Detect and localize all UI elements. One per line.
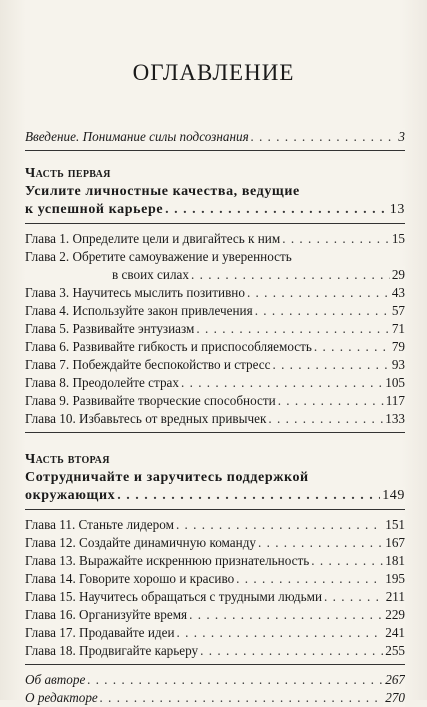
toc-entry-text: Глава 17. Продавайте идеи: [25, 625, 175, 640]
toc-entry[interactable]: [25, 374, 405, 392]
part-title: Усилите личностные качества, ведущие: [25, 184, 300, 199]
leader-dots: [258, 534, 383, 552]
leader-dots: [189, 606, 383, 624]
table-of-contents: [25, 128, 405, 707]
toc-entry-page: 181: [385, 553, 405, 568]
toc-entry-page: 43: [391, 285, 405, 300]
toc-entry[interactable]: [25, 552, 405, 570]
toc-entry[interactable]: [25, 534, 405, 552]
toc-entry-page: 133: [385, 411, 405, 426]
leader-dots: [177, 624, 384, 642]
toc-entry-text: Глава 10. Избавьтесь от вредных привычек: [25, 411, 267, 426]
toc-entry[interactable]: [25, 671, 405, 689]
toc-entry-page: 270: [385, 690, 405, 705]
divider: [25, 664, 405, 665]
part-title-line: к успешной карьере: [25, 202, 164, 217]
toc-entry[interactable]: [25, 588, 405, 606]
toc-entry-part1[interactable]: [25, 201, 405, 219]
leader-dots: [268, 410, 383, 428]
toc-entry-page: 229: [385, 607, 405, 622]
toc-entry-page: 241: [385, 625, 405, 640]
toc-entry-text: Глава 8. Преодолейте страх: [25, 375, 179, 390]
part-label: Часть вторая: [25, 452, 110, 467]
toc-entry[interactable]: [25, 570, 405, 588]
toc-entry[interactable]: [25, 689, 405, 707]
toc-entry-text: Глава 13. Выражайте искреннюю признательность: [25, 553, 310, 568]
leader-dots: [255, 302, 390, 320]
part1-chapter-list: [25, 230, 405, 428]
toc-entry-text-line: Глава 2. Обретите самоуважение и уверенность: [25, 249, 292, 264]
toc-entry[interactable]: [25, 516, 405, 534]
leader-dots: [251, 128, 397, 146]
toc-entry[interactable]: [25, 302, 405, 320]
toc-entry[interactable]: [25, 230, 405, 248]
leader-dots: [236, 570, 383, 588]
toc-entry[interactable]: [25, 606, 405, 624]
part-title: Сотрудничайте и заручитесь поддержкой: [25, 470, 309, 485]
toc-entry-page: 117: [385, 393, 405, 408]
leader-dots: [117, 487, 380, 505]
toc-entry[interactable]: [25, 284, 405, 302]
toc-entry-text: Глава 18. Продвигайте карьеру: [25, 643, 199, 658]
toc-entry-page: 71: [391, 321, 405, 336]
toc-entry-text: Глава 11. Станьте лидером: [25, 517, 174, 532]
toc-entry-page: 149: [382, 488, 405, 503]
toc-entry-page: 151: [385, 517, 405, 532]
toc-entry-page: 57: [391, 303, 405, 318]
toc-entry-text: Глава 9. Развивайте творческие способности: [25, 393, 276, 408]
toc-entry-page: 13: [389, 202, 405, 217]
toc-entry-page: 255: [385, 643, 405, 658]
toc-entry[interactable]: [25, 338, 405, 356]
toc-entry-text: О редакторе: [25, 690, 98, 705]
leader-dots: [314, 338, 390, 356]
leader-dots: [196, 320, 389, 338]
toc-entry-text: Глава 4. Используйте закон привлечения: [25, 303, 253, 318]
toc-entry[interactable]: [25, 356, 405, 374]
toc-entry-page: 267: [385, 672, 405, 687]
leader-dots: [282, 230, 390, 248]
toc-entry-intro[interactable]: [25, 128, 405, 146]
leader-dots: [165, 201, 388, 219]
toc-entry[interactable]: [25, 392, 405, 410]
toc-entry-text: Глава 14. Говорите хорошо и красиво: [25, 571, 235, 586]
part-title-line: окружающих: [25, 488, 116, 503]
leader-dots: [278, 392, 384, 410]
toc-entry-text: Введение. Понимание силы подсознания: [25, 129, 249, 144]
outro-list: [25, 671, 405, 707]
toc-entry-page: 195: [385, 571, 405, 586]
leader-dots: [247, 284, 390, 302]
toc-entry-text: Глава 1. Определите цели и двигайтесь к ним: [25, 231, 281, 246]
toc-entry-text: Глава 15. Научитесь обращаться с трудными людьми: [25, 589, 323, 604]
toc-entry-text: Глава 3. Научитесь мыслить позитивно: [25, 285, 245, 300]
toc-entry-page: 211: [385, 589, 405, 604]
toc-entry-text: Глава 12. Создайте динамичную команду: [25, 535, 257, 550]
divider: [25, 223, 405, 224]
leader-dots: [87, 671, 383, 689]
toc-entry[interactable]: [25, 642, 405, 660]
divider: [25, 150, 405, 151]
toc-entry-page: 15: [391, 231, 405, 246]
part-label: Часть первая: [25, 166, 111, 181]
toc-entry-text: Об авторе: [25, 672, 86, 687]
leader-dots: [100, 689, 383, 707]
toc-entry-text: Глава 7. Побеждайте беспокойство и стресс: [25, 357, 271, 372]
toc-entry-text: Глава 6. Развивайте гибкость и приспособляемость: [25, 339, 312, 354]
part2-chapter-list: [25, 516, 405, 660]
toc-entry[interactable]: [25, 266, 405, 284]
leader-dots: [181, 374, 383, 392]
leader-dots: [176, 516, 383, 534]
toc-entry[interactable]: [25, 410, 405, 428]
leader-dots: [191, 266, 390, 284]
toc-entry-page: 93: [391, 357, 405, 372]
toc-entry-page: 105: [385, 375, 405, 390]
divider: [25, 509, 405, 510]
divider: [25, 432, 405, 433]
toc-entry-page: 3: [398, 129, 405, 144]
toc-entry-part2[interactable]: [25, 487, 405, 505]
leader-dots: [324, 588, 384, 606]
toc-entry-text: Глава 16. Организуйте время: [25, 607, 188, 622]
toc-entry[interactable]: [25, 624, 405, 642]
toc-entry-page: 29: [391, 267, 405, 282]
leader-dots: [272, 356, 389, 374]
toc-entry-page: 167: [385, 535, 405, 550]
leader-dots: [311, 552, 383, 570]
toc-entry-text: Глава 5. Развивайте энтузиазм: [25, 321, 195, 336]
page-title: ОГЛАВЛЕНИЕ: [132, 60, 295, 85]
toc-entry-page: 79: [391, 339, 405, 354]
leader-dots: [200, 642, 383, 660]
toc-entry-text: в своих силах: [112, 267, 189, 282]
toc-entry[interactable]: [25, 320, 405, 338]
